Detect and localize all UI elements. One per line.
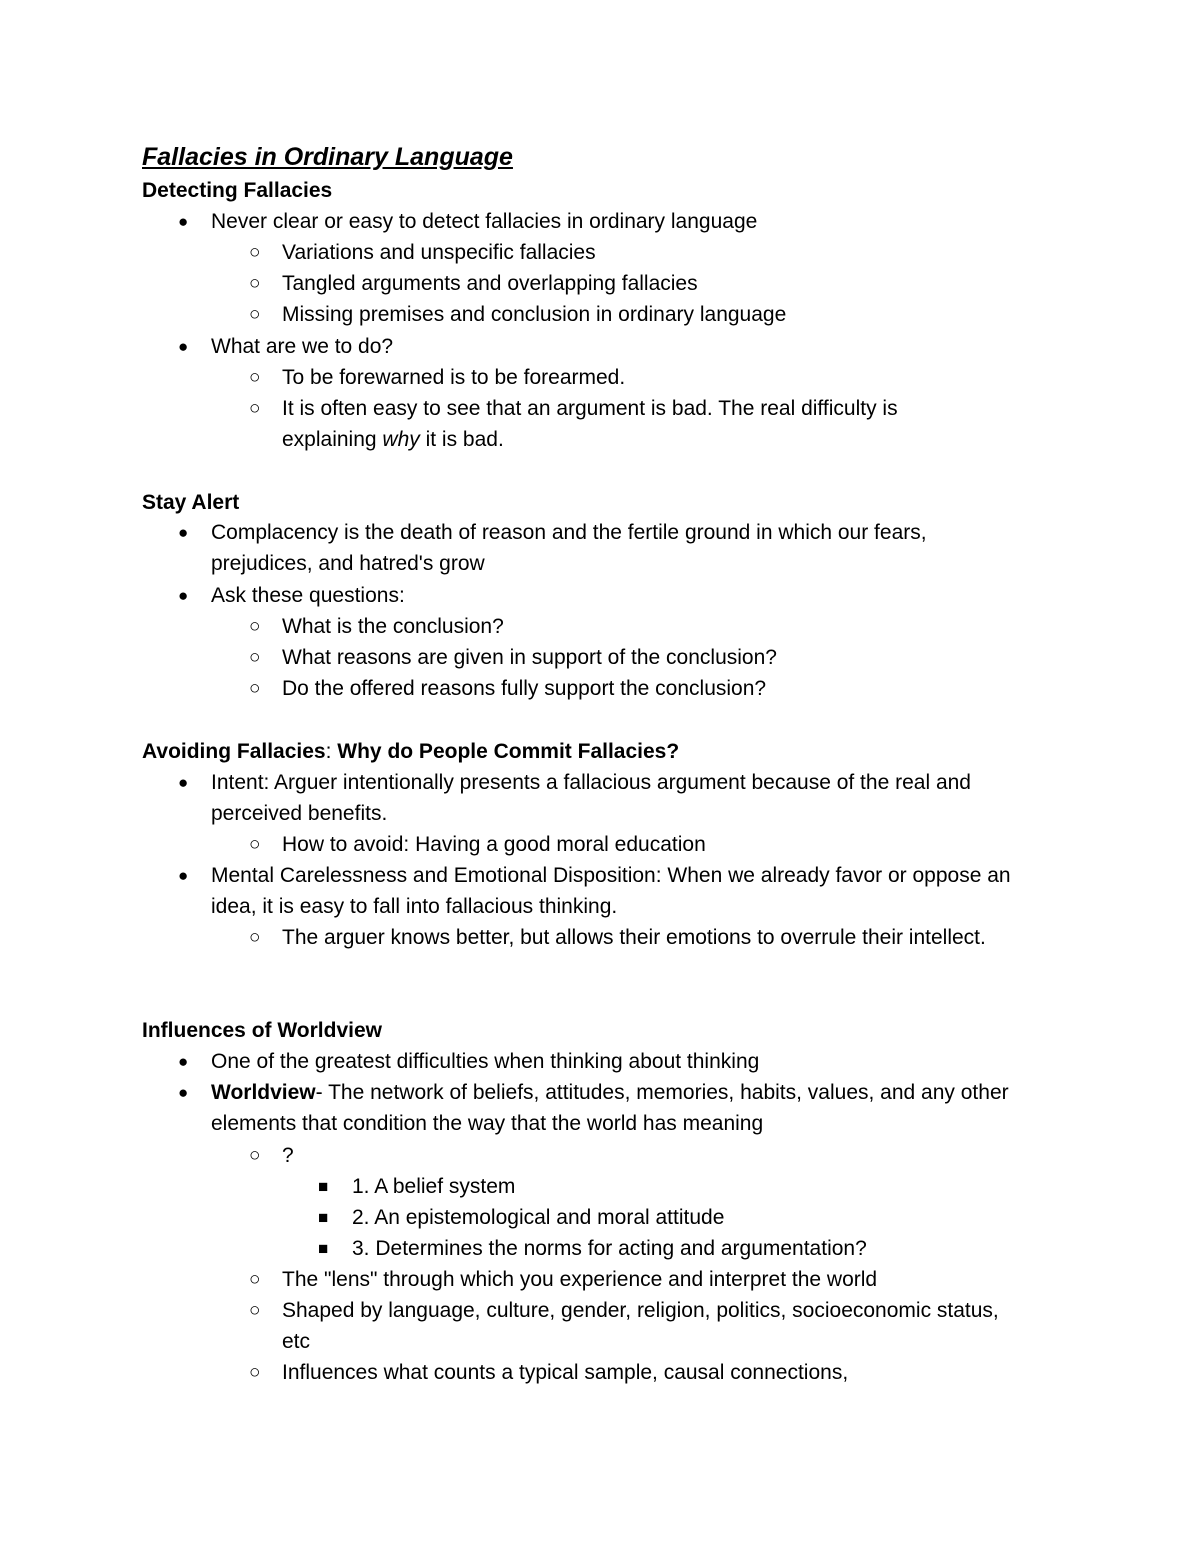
bullet-square-icon: ■ xyxy=(318,1177,329,1196)
list-item: ■ 3. Determines the norms for acting and argumentation? xyxy=(352,1233,1052,1264)
bullet-disc-icon: ● xyxy=(178,866,189,885)
bullet-circle-icon: ○ xyxy=(249,834,261,855)
list-item: ○ It is often easy to see that an argument is bad. The real difficulty is explaining why it is bad. xyxy=(282,393,982,455)
bullet-circle-icon: ○ xyxy=(249,1300,261,1321)
list-item: ● Never clear or easy to detect fallacies in ordinary language xyxy=(211,206,1061,237)
list-item: ● Mental Carelessness and Emotional Disposition: When we already favor or oppose an idea, it is easy to fall into fallacious thinking. xyxy=(211,860,1011,922)
section-heading-influences-of-worldview: Influences of Worldview xyxy=(142,1019,382,1042)
bullet-circle-icon: ○ xyxy=(249,927,261,948)
list-item: ○ What is the conclusion? xyxy=(282,611,1042,642)
bullet-disc-icon: ● xyxy=(178,523,189,542)
list-item: ○ Missing premises and conclusion in ordinary language xyxy=(282,299,1042,330)
bullet-circle-icon: ○ xyxy=(249,398,261,419)
bullet-circle-icon: ○ xyxy=(249,1362,261,1383)
section-heading-avoiding-fallacies: Avoiding Fallacies: Why do People Commit Fallacies? xyxy=(142,740,680,763)
list-item: ● Complacency is the death of reason and the fertile ground in which our fears, prejudices, and hatred's grow xyxy=(211,517,1031,579)
bullet-square-icon: ■ xyxy=(318,1239,329,1258)
bullet-disc-icon: ● xyxy=(178,1083,189,1102)
bullet-circle-icon: ○ xyxy=(249,367,261,388)
list-item: ○ Shaped by language, culture, gender, religion, politics, socioeconomic status, etc xyxy=(282,1295,1022,1357)
list-item: ■ 1. A belief system xyxy=(352,1171,1052,1202)
list-item: ○ Tangled arguments and overlapping fallacies xyxy=(282,268,1042,299)
list-item: ○ What reasons are given in support of the conclusion? xyxy=(282,642,1042,673)
bullet-circle-icon: ○ xyxy=(249,1145,261,1166)
bullet-circle-icon: ○ xyxy=(249,242,261,263)
list-item: ● Intent: Arguer intentionally presents a fallacious argument because of the real and perceived benefits. xyxy=(211,767,1041,829)
bullet-disc-icon: ● xyxy=(178,1052,189,1071)
bullet-circle-icon: ○ xyxy=(249,678,261,699)
bullet-disc-icon: ● xyxy=(178,586,189,605)
list-item: ○ How to avoid: Having a good moral education xyxy=(282,829,1042,860)
bullet-circle-icon: ○ xyxy=(249,616,261,637)
list-item: ○ Do the offered reasons fully support the conclusion? xyxy=(282,673,1042,704)
bullet-circle-icon: ○ xyxy=(249,1269,261,1290)
bullet-disc-icon: ● xyxy=(178,337,189,356)
bullet-circle-icon: ○ xyxy=(249,273,261,294)
list-item: ● One of the greatest difficulties when thinking about thinking xyxy=(211,1046,1061,1077)
bullet-circle-icon: ○ xyxy=(249,304,261,325)
list-item: ○ The arguer knows better, but allows their emotions to overrule their intellect. xyxy=(282,922,1002,953)
list-item: ○ The "lens" through which you experience and interpret the world xyxy=(282,1264,1042,1295)
bullet-disc-icon: ● xyxy=(178,773,189,792)
list-item: ○ Influences what counts a typical sample, causal connections, xyxy=(282,1357,1042,1388)
bullet-square-icon: ■ xyxy=(318,1208,329,1227)
list-item: ● What are we to do? xyxy=(211,331,1061,362)
list-item: ○ Variations and unspecific fallacies xyxy=(282,237,1042,268)
list-item: ● Ask these questions: xyxy=(211,580,1061,611)
list-item: ■ 2. An epistemological and moral attitude xyxy=(352,1202,1052,1233)
section-heading-detecting-fallacies: Detecting Fallacies xyxy=(142,179,333,202)
section-heading-stay-alert: Stay Alert xyxy=(142,491,240,514)
worldview-term: Worldview xyxy=(211,1081,316,1104)
list-item: ● Worldview- The network of beliefs, attitudes, memories, habits, values, and any other elements that condition the way that the world has meaning xyxy=(211,1077,1061,1139)
list-item: ○ ? xyxy=(282,1140,1042,1171)
bullet-circle-icon: ○ xyxy=(249,647,261,668)
bullet-disc-icon: ● xyxy=(178,212,189,231)
page-title: Fallacies in Ordinary Language xyxy=(142,143,513,171)
list-item: ○ To be forewarned is to be forearmed. xyxy=(282,362,1042,393)
